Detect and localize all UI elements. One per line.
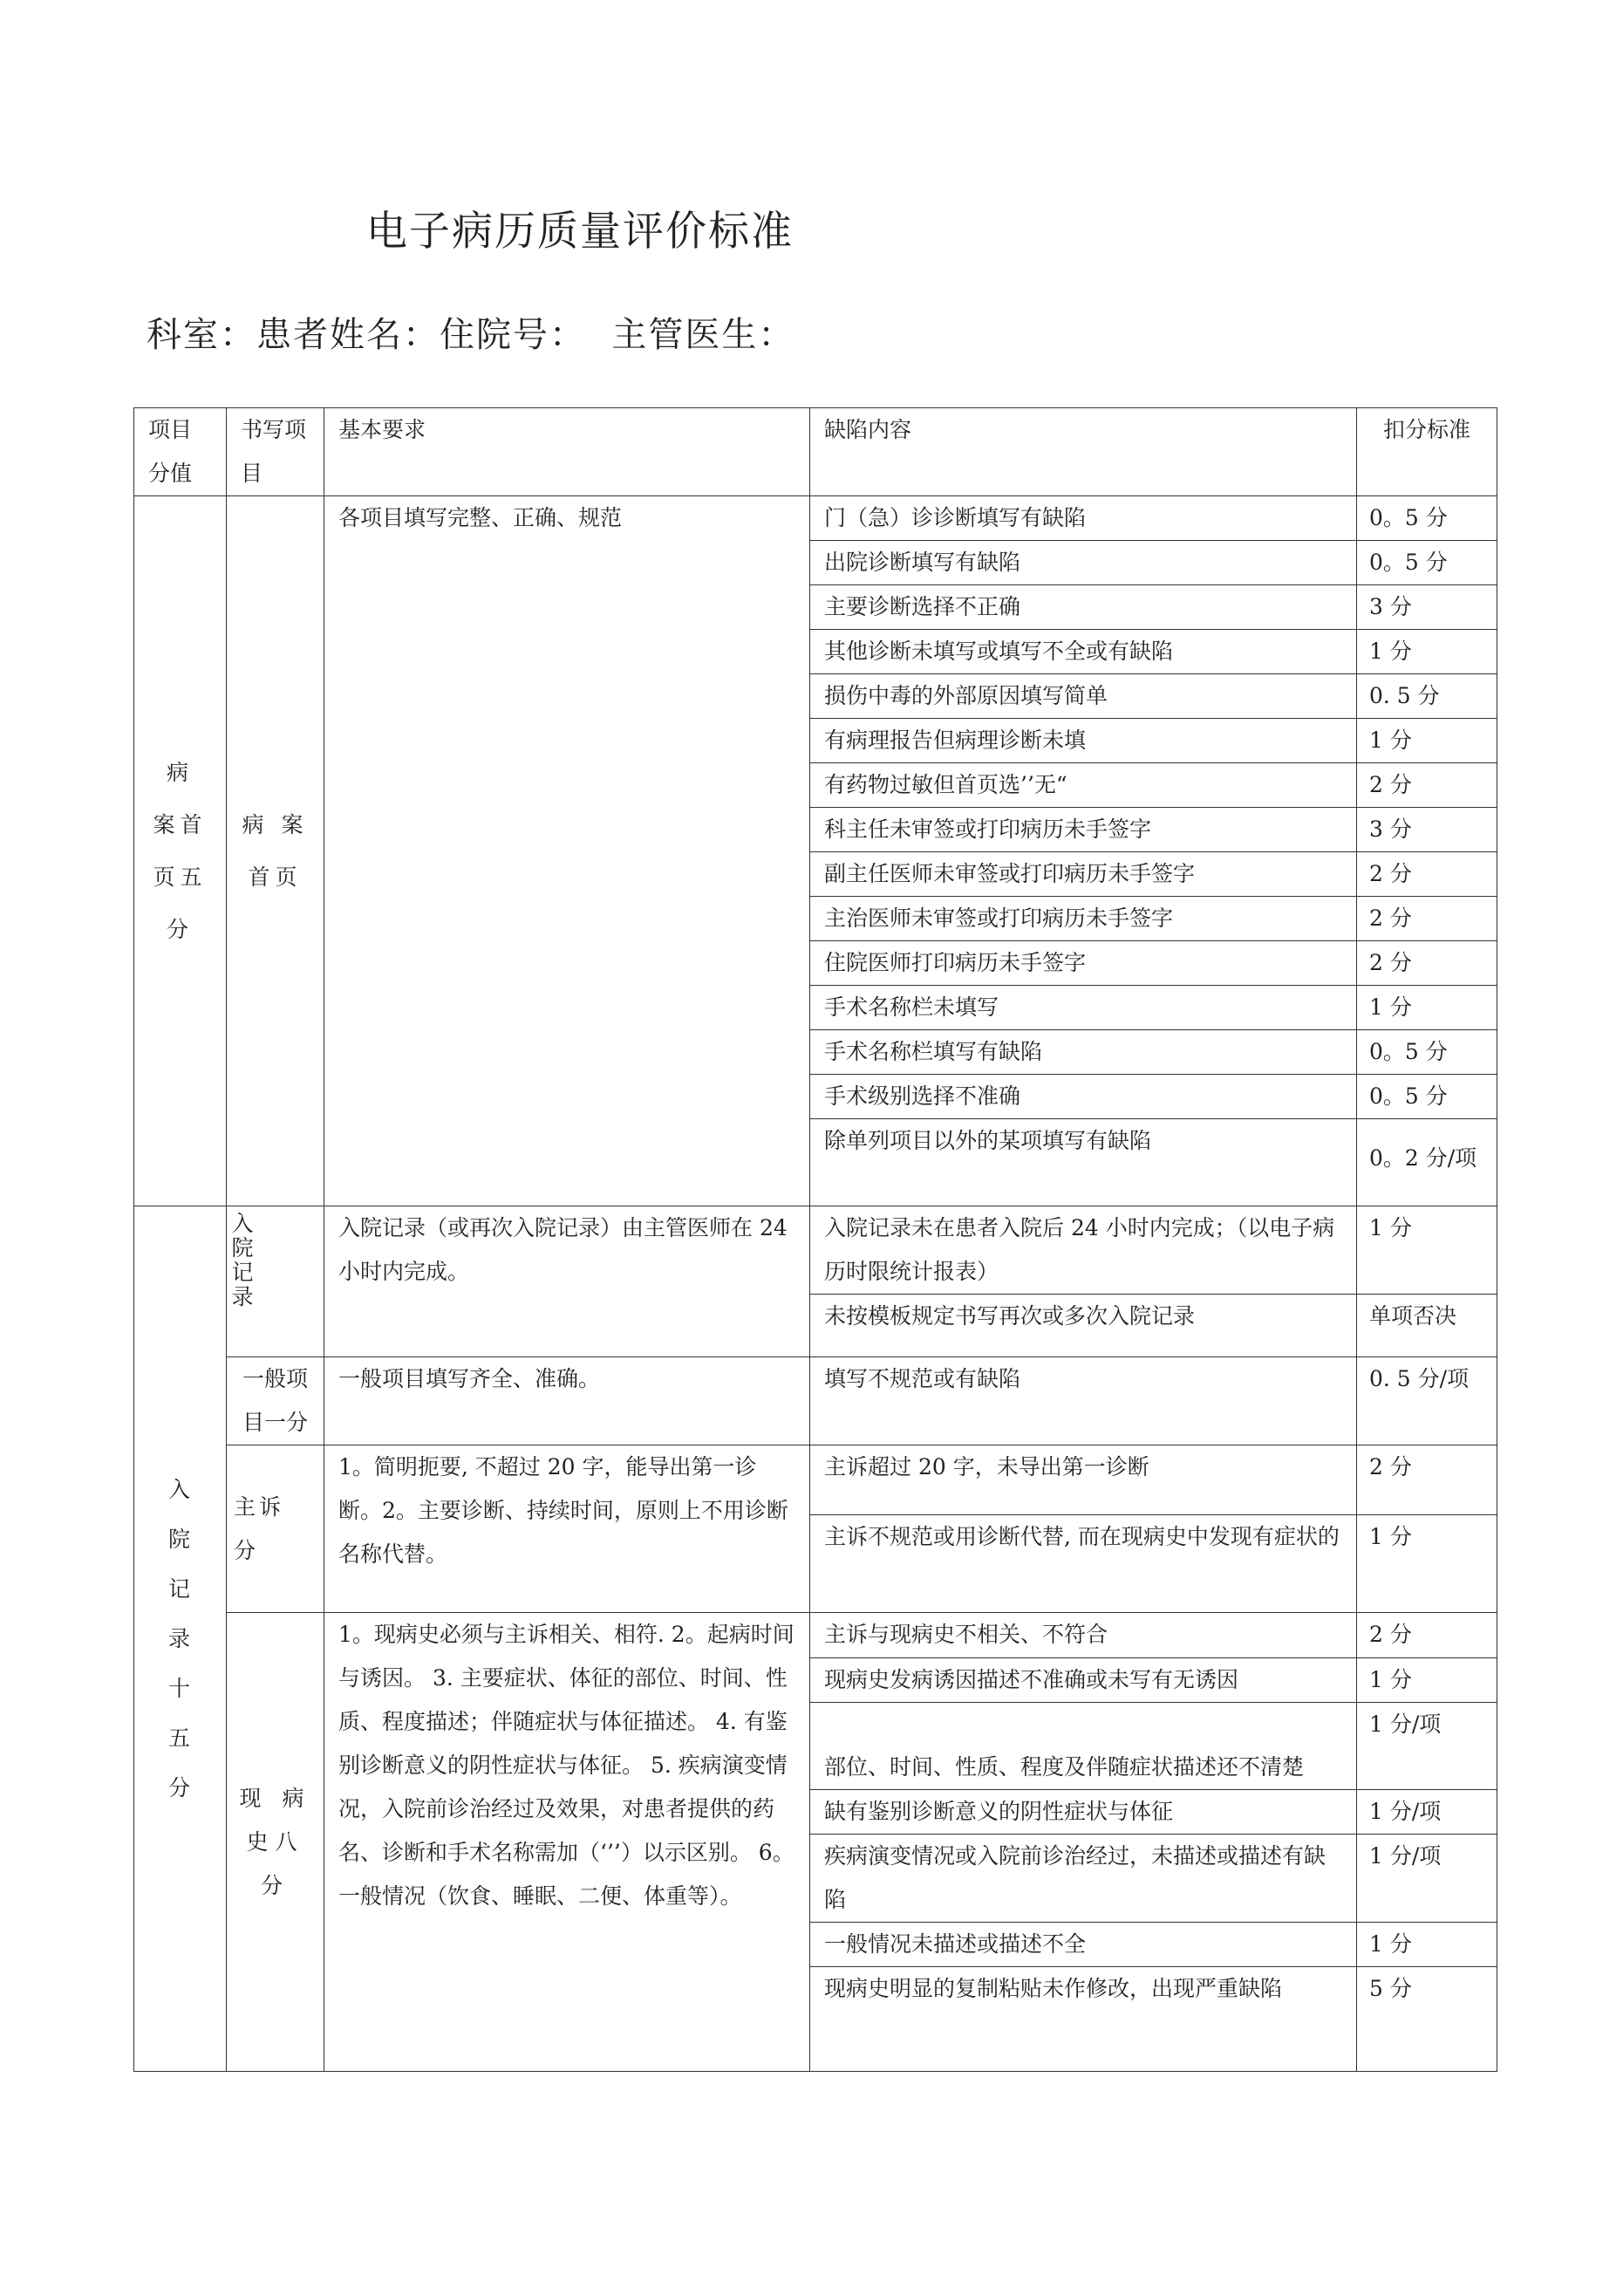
section2-group2-name: 主诉 分: [227, 1445, 324, 1613]
defect-cell: 损伤中毒的外部原因填写简单: [810, 674, 1357, 719]
table-row: [134, 1357, 1497, 1445]
defect-cell: 主诉不规范或用诊断代替, 而在现病史中发现有症状的: [810, 1515, 1357, 1613]
section1-requirement: 各项目填写完整、正确、规范: [324, 496, 810, 1206]
score-cell: 1 分: [1357, 1923, 1497, 1967]
defect-cell: 缺有鉴别诊断意义的阴性症状与体征: [810, 1790, 1357, 1835]
defect-cell: 主诉与现病史不相关、不符合: [810, 1613, 1357, 1658]
defect-cell: 部位、时间、性质、程度及伴随症状描述还不清楚: [810, 1703, 1357, 1790]
defect-cell: 其他诊断未填写或填写不全或有缺陷: [810, 630, 1357, 674]
score-cell: 1 分/项: [1357, 1790, 1497, 1835]
defect-cell: 手术级别选择不准确: [810, 1075, 1357, 1119]
section2-group0-name: [227, 1206, 324, 1357]
header-item-name: 书写项目: [227, 408, 324, 496]
header-defect: 缺陷内容: [810, 408, 1357, 496]
score-cell: 2 分: [1357, 941, 1497, 986]
score-cell: 0。5 分: [1357, 1075, 1497, 1119]
score-cell: 2 分: [1357, 852, 1497, 897]
score-cell: 3 分: [1357, 585, 1497, 630]
section2-group0-name-text: 入院记录: [231, 1211, 254, 1309]
score-cell: 0。2 分/项: [1357, 1119, 1497, 1206]
score-cell: 2 分: [1357, 1445, 1497, 1515]
section2-group2-requirement: 1。简明扼要, 不超过 20 字，能导出第一诊断。2。主要诊断、持续时间，原则上不用诊断名称代替。: [324, 1445, 810, 1613]
header-score: 扣分标准: [1357, 408, 1497, 496]
score-cell: 1 分: [1357, 1658, 1497, 1703]
header-requirement: 基本要求: [324, 408, 810, 496]
section1-item-score: 病 案首页五分: [134, 496, 227, 1206]
score-cell: 2 分: [1357, 897, 1497, 941]
header-item-score: 项目分值: [134, 408, 227, 496]
score-cell: 1 分: [1357, 1206, 1497, 1295]
defect-cell: 有药物过敏但首页选’’无“: [810, 763, 1357, 808]
defect-cell: 入院记录未在患者入院后 24 小时内完成；（以电子病历时限统计报表）: [810, 1206, 1357, 1295]
section2-group3-name: 现 病史八分: [227, 1613, 324, 2072]
defect-cell: 住院医师打印病历未手签字: [810, 941, 1357, 986]
section2-group0-requirement: 入院记录（或再次入院记录）由主管医师在 24 小时内完成。: [324, 1206, 810, 1357]
score-cell: 1 分: [1357, 630, 1497, 674]
score-cell: 单项否决: [1357, 1295, 1497, 1357]
defect-cell: 主要诊断选择不正确: [810, 585, 1357, 630]
defect-cell: 主诉超过 20 字，未导出第一诊断: [810, 1445, 1357, 1515]
defect-cell: 出院诊断填写有缺陷: [810, 541, 1357, 585]
score-cell: 1 分: [1357, 986, 1497, 1030]
page-title: 电子病历质量评价标准: [366, 208, 794, 256]
defect-cell: 有病理报告但病理诊断未填: [810, 719, 1357, 763]
score-cell: 0。5 分: [1357, 496, 1497, 541]
score-cell: 1 分: [1357, 719, 1497, 763]
defect-cell: 主治医师未审签或打印病历未手签字: [810, 897, 1357, 941]
section2-group1-requirement: 一般项目填写齐全、准确。: [324, 1357, 810, 1445]
defect-cell: 一般情况未描述或描述不全: [810, 1923, 1357, 1967]
score-cell: 1 分/项: [1357, 1703, 1497, 1790]
score-cell: 1 分: [1357, 1515, 1497, 1613]
score-cell: 0。5 分: [1357, 541, 1497, 585]
score-cell: 2 分: [1357, 1613, 1497, 1658]
defect-cell: 未按模板规定书写再次或多次入院记录: [810, 1295, 1357, 1357]
table-row: [134, 1206, 1497, 1295]
score-cell: 0. 5 分/项: [1357, 1357, 1497, 1445]
defect-cell: 除单列项目以外的某项填写有缺陷: [810, 1119, 1357, 1206]
table-row: [134, 1613, 1497, 1658]
table-row: [134, 1445, 1497, 1515]
score-cell: 2 分: [1357, 763, 1497, 808]
table-header-row: [134, 408, 1497, 496]
score-cell: 5 分: [1357, 1967, 1497, 2072]
defect-cell: 现病史发病诱因描述不准确或未写有无诱因: [810, 1658, 1357, 1703]
defect-cell: 手术名称栏未填写: [810, 986, 1357, 1030]
score-cell: 0. 5 分: [1357, 674, 1497, 719]
defect-cell: 门（急）诊诊断填写有缺陷: [810, 496, 1357, 541]
section2-item-score: 入 院 记 录 十 五 分: [134, 1206, 227, 2072]
evaluation-table: [133, 407, 1497, 2072]
section2-group3-requirement: 1。现病史必须与主诉相关、相符. 2。起病时间与诱因。 3. 主要症状、体征的部位、时间、性质、程度描述；伴随症状与体征描述。 4. 有鉴别诊断意义的阴性症状与体征。 5. 疾病演变情况，入院前诊治经过及效果，对患者提供的药名、诊断和手术名称需加（‘’’）以示区别。 6。一般情况（饮食、睡眠、二便、体重等）。: [324, 1613, 810, 2072]
defect-cell: 科主任未审签或打印病历未手签字: [810, 808, 1357, 852]
score-cell: 1 分/项: [1357, 1835, 1497, 1923]
section1-item-name: 病 案首页: [227, 496, 324, 1206]
defect-cell: 填写不规范或有缺陷: [810, 1357, 1357, 1445]
defect-cell: 副主任医师未审签或打印病历未手签字: [810, 852, 1357, 897]
patient-info-line: 科室：患者姓名：住院号： 主管医生：: [147, 315, 795, 355]
defect-cell: 疾病演变情况或入院前诊治经过，未描述或描述有缺陷: [810, 1835, 1357, 1923]
defect-cell: 现病史明显的复制粘贴未作修改，出现严重缺陷: [810, 1967, 1357, 2072]
section2-group1-name: 一般项目一分: [227, 1357, 324, 1445]
score-cell: 0。5 分: [1357, 1030, 1497, 1075]
defect-cell: 手术名称栏填写有缺陷: [810, 1030, 1357, 1075]
score-cell: 3 分: [1357, 808, 1497, 852]
table-row: [134, 496, 1497, 541]
